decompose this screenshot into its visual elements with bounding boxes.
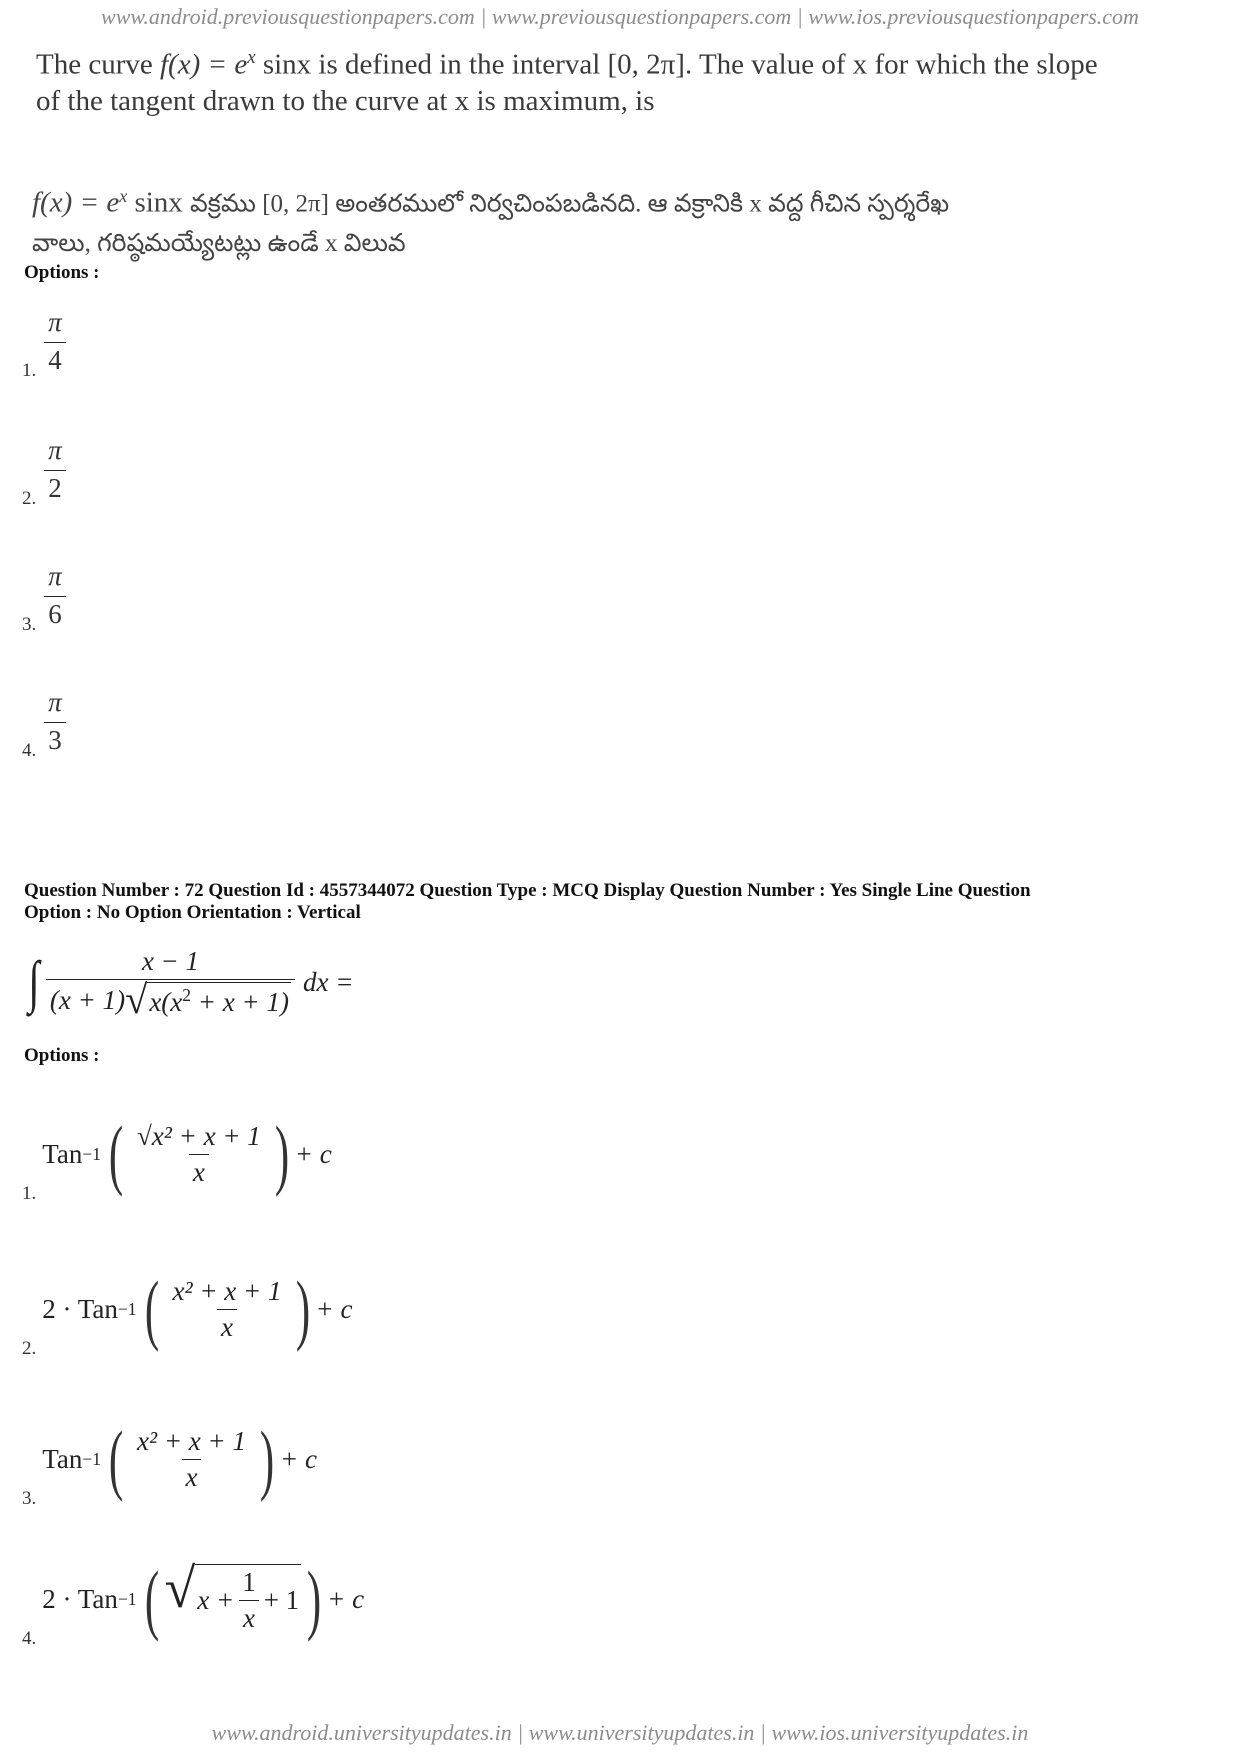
question-72-meta-line1: Question Number : 72 Question Id : 4557344072 Question Type : MCQ Display Question Number : Yes Single Line Question (24, 880, 1031, 901)
option-number: 2. (22, 488, 37, 509)
option-expression: 2 · Tan −1 ( $\frac{\text{x² + x + 1}}{x}$ ) + c (42, 1265, 353, 1352)
integral-tail: dx = (302, 966, 354, 997)
option-4[interactable] (22, 1530, 364, 1650)
option-2[interactable] (22, 430, 70, 510)
question-71-english (36, 40, 1216, 119)
option-2[interactable] (22, 1240, 352, 1360)
option-number: 1. (22, 1183, 37, 1204)
option-3[interactable] (22, 556, 70, 636)
header-watermark: www.android.previousquestionpapers.com | www.previousquestionpapers.com | www.ios.previousquestionpapers.com (101, 4, 1139, 29)
option-1[interactable] (22, 302, 70, 382)
question-72-integral (26, 932, 353, 1032)
option-fraction: $\frac{\pi}{2}$ (44, 435, 66, 504)
question-71-telugu-line2: వాలు, గరిష్ఠమయ్యేటట్లు ఉండే x విలువ (32, 230, 406, 258)
option-3[interactable] (22, 1390, 317, 1510)
question-71-telugu-line1: f(x) = e$^x$ sinx వక్రము [0, 2π] అంతరములో నిర్వచింపబడినది. ఆ వక్రానికి x వద్ద గీచిన స్పర్శరేఖ (32, 186, 950, 219)
question-71-telugu (32, 176, 1212, 264)
option-number: 3. (22, 1488, 37, 1509)
option-number: 3. (22, 614, 37, 635)
option-number: 1. (22, 360, 37, 381)
option-fraction: $\frac{\pi}{4}$ (44, 307, 66, 376)
question-71-english-line2: of the tangent drawn to the curve at x is maximum, is (36, 84, 655, 117)
question-71-english-line1: The curve $f(x) = e^x$ sinx is defined in the interval [0, 2π]. The value of x for which the slope (36, 47, 1098, 81)
footer-watermark: www.android.universityupdates.in | www.universityupdates.in | www.ios.universityupdates.in (211, 1720, 1029, 1745)
option-fraction: $\frac{\pi}{3}$ (44, 687, 66, 756)
options-label: Options : (24, 1045, 100, 1066)
option-number: 4. (22, 1628, 37, 1649)
option-number: 4. (22, 740, 37, 761)
question-72-meta (24, 880, 1224, 924)
option-4[interactable] (22, 682, 70, 762)
option-expression: Tan −1 ( $\frac{\text{√x² + x + 1}}{x}$ ) + c (42, 1110, 332, 1197)
integral-sign: ∫ (28, 949, 40, 1014)
option-expression: 2 · Tan −1 ( √ x + $\frac{1}{x}$ + 1 ) + c (42, 1555, 365, 1642)
options-label: Options : (24, 262, 100, 283)
option-fraction: $\frac{\pi}{6}$ (44, 561, 66, 630)
option-number: 2. (22, 1338, 37, 1359)
option-expression: Tan −1 ( $\frac{\text{x² + x + 1}}{x}$ ) + c (42, 1415, 317, 1502)
integral-fraction: x − 1 (x + 1) √ $x(x^2 + x + 1)$ (46, 946, 295, 1018)
question-72-meta-line2: Option : No Option Orientation : Vertical (24, 902, 361, 923)
option-1[interactable] (22, 1085, 332, 1205)
